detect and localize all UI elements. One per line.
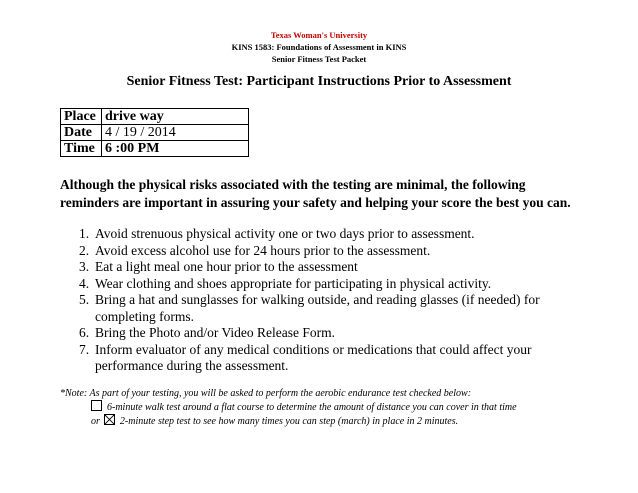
step-test-checkbox[interactable] [104,414,115,425]
time-row [61,141,249,157]
item-text: Inform evaluator of any medical conditions or medications that could affect your performance during the assessment. [95,341,532,373]
checkmark-x-icon [105,415,114,424]
list-item [60,342,585,375]
item-text: Wear clothing and shoes appropriate for participating in physical activity. [95,275,492,291]
date-label: Date [61,125,102,141]
option-2-minute-step [60,414,600,428]
walk-test-checkbox[interactable] [91,400,102,411]
university-name-text: Texas Woman's University [270,30,368,40]
page-title: Senior Fitness Test: Participant Instructions Prior to Assessment [126,74,512,89]
walk-test-label: 6-minute walk test around a flat course to determine the amount of distance you can cover in that time [107,402,517,413]
item-number: 2. [79,242,90,258]
list-item [60,325,585,342]
or-label: or [91,416,100,427]
place-row [61,109,249,125]
item-text: Avoid strenuous physical activity one or two days prior to assessment. [95,226,475,241]
list-item [60,292,585,325]
option-6-minute-walk [60,400,600,414]
place-value: drive way [102,109,249,125]
date-row [61,125,249,141]
test-note [60,387,600,428]
list-item [60,243,585,260]
time-value: 6 :00 PM [102,141,249,157]
item-number: 3. [79,259,90,274]
instruction-list [60,226,585,375]
item-text: Avoid excess alcohol use for 24 hours prior to the assessment. [95,242,431,258]
university-name [0,30,638,41]
list-item [60,259,585,276]
list-item [60,226,585,243]
time-label: Time [61,141,102,157]
item-number: 4. [79,275,90,291]
session-info-table [60,108,249,157]
step-test-label: 2-minute step test to see how many times you can step (march) in place in 2 minutes. [119,416,459,427]
item-number: 7. [79,341,90,357]
item-text: Bring a hat and sunglasses for walking outside, and reading glasses (if needed) for completing forms. [95,292,540,324]
item-text: Bring the Photo and/or Video Release Form. [95,325,336,340]
item-number: 6. [79,325,90,340]
place-label: Place [61,109,102,125]
item-number: 5. [79,292,90,307]
intro-paragraph: Although the physical risks associated with the testing are minimal, the following reminders are important in assuring your safety and helping your score the best you can. [60,177,571,210]
packet-name: Senior Fitness Test Packet [271,54,367,64]
course-name: KINS 1583: Foundations of Assessment in KINS [231,42,407,52]
list-item [60,276,585,293]
date-value: 4 / 19 / 2014 [102,125,249,141]
item-number: 1. [79,226,90,241]
item-text: Eat a light meal one hour prior to the assessment [95,259,358,274]
note-line: *Note: As part of your testing, you will be asked to perform the aerobic endurance test checked below: [60,388,472,399]
